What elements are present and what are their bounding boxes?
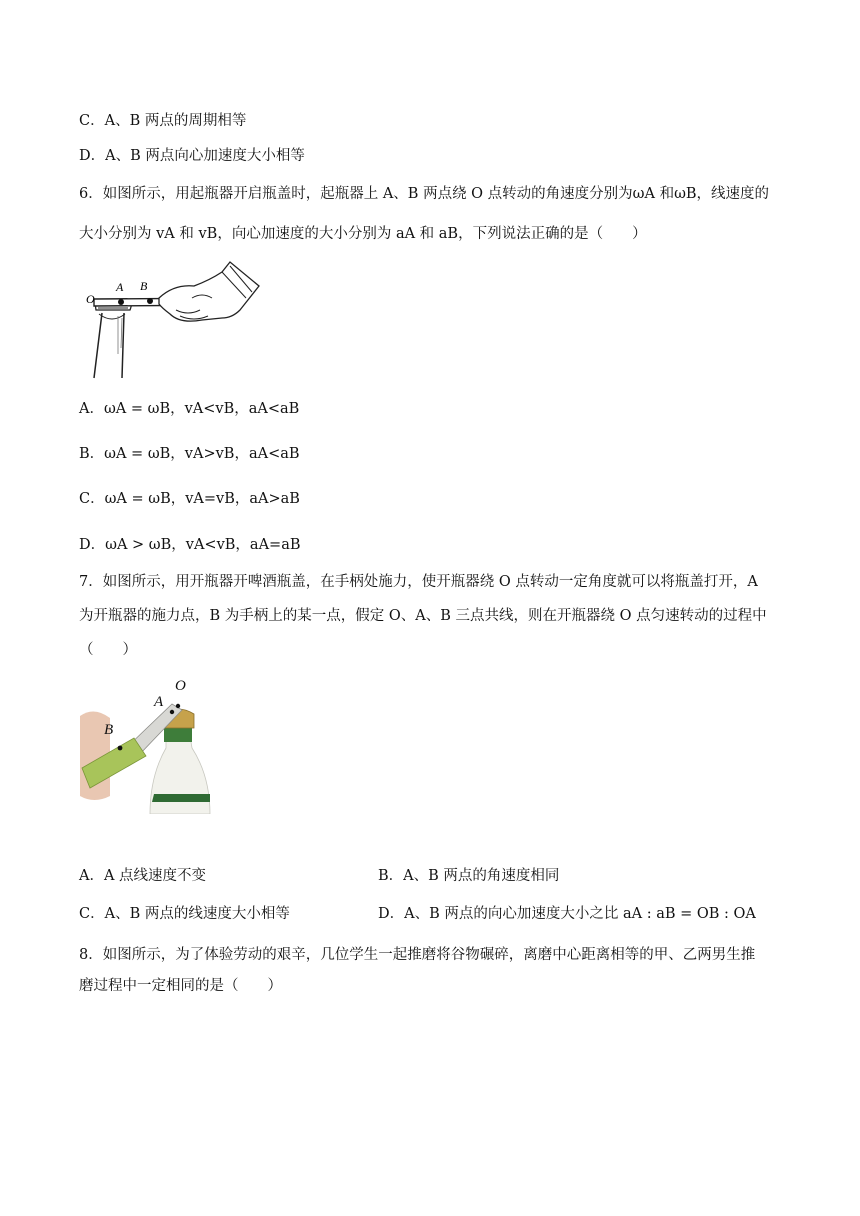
q6-option-c: C．ωA = ωB，vA=vB，aA>aB — [79, 491, 300, 507]
q6-option-b: B．ωA = ωB，vA>vB，aA<aB — [79, 446, 300, 462]
q6-stem-line2: 大小分别为 vA 和 vB，向心加速度的大小分别为 aA 和 aB，下列说法正确的是（ ） — [79, 226, 647, 242]
q5-option-c: C．A、B 两点的周期相等 — [79, 113, 247, 129]
q7-stem-line3: （ ） — [79, 642, 137, 658]
q7-option-b: B．A、B 两点的角速度相同 — [378, 868, 560, 884]
q8-stem-line2: 磨过程中一定相同的是（ ） — [79, 978, 282, 994]
q7-stem-line1: 7．如图所示，用开瓶器开啤酒瓶盖，在手柄处施力，使开瓶器绕 O 点转动一定角度就可以将瓶盖打开，A — [79, 574, 758, 590]
q5-option-d: D．A、B 两点向心加速度大小相等 — [79, 148, 305, 164]
q8-stem-line1: 8．如图所示，为了体验劳动的艰辛，几位学生一起推磨将谷物碾碎，离磨中心距离相等的甲、乙两男生推 — [79, 947, 756, 963]
bottle-opener-figure — [84, 258, 262, 382]
q7-option-d: D．A、B 两点的向心加速度大小之比 aA : aB = OB : OA — [378, 906, 756, 922]
q7-stem-line2: 为开瓶器的施力点，B 为手柄上的某一点，假定 O、A、B 三点共线，则在开瓶器绕 O 点匀速转动的过程中 — [79, 608, 767, 624]
beer-bottle-opener-photo — [80, 676, 214, 814]
fig7-label-o: O — [175, 678, 186, 694]
q6-option-a: A．ωA = ωB，vA<vB，aA<aB — [79, 401, 300, 417]
fig7-label-a: A — [154, 694, 164, 710]
fig6-label-b: B — [140, 279, 148, 293]
fig7-label-b: B — [104, 722, 114, 738]
q7-option-c: C．A、B 两点的线速度大小相等 — [79, 906, 290, 922]
q7-option-a: A．A 点线速度不变 — [79, 868, 207, 884]
fig6-label-a: A — [116, 280, 124, 294]
q6-option-d: D．ωA > ωB，vA<vB，aA=aB — [79, 537, 301, 553]
q6-stem-line1: 6．如图所示，用起瓶器开启瓶盖时，起瓶器上 A、B 两点绕 O 点转动的角速度分别为ωA 和ωB，线速度的 — [79, 186, 770, 202]
fig6-label-o: O — [86, 292, 95, 306]
